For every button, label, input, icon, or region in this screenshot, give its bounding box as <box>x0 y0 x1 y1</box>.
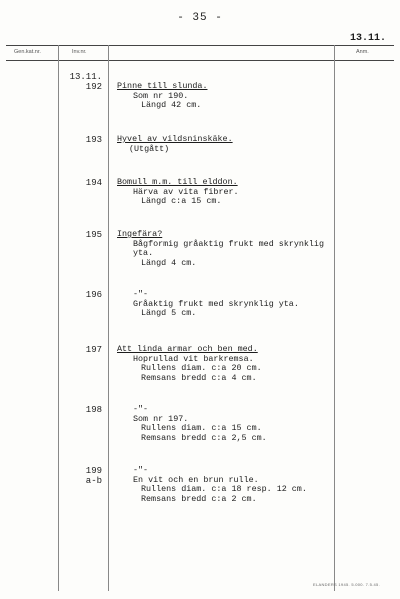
column-divider <box>108 45 109 591</box>
entry-title: Att linda armar och ben med. <box>117 344 258 354</box>
entry-line: Rullens diam. c:a 15 cm. <box>141 423 262 433</box>
entry-line: Bågformig gråaktig frukt med skrynklig <box>133 238 324 249</box>
inventory-number: 195 <box>85 230 102 240</box>
entry-title: Ingefära? <box>117 229 163 239</box>
entry-line: yta. <box>133 248 154 258</box>
ditto-mark: -"- <box>133 404 149 414</box>
entry-line: Remsans bredd c:a 2 cm. <box>141 493 257 504</box>
entry-title: Bomull m.m. till elddon. <box>117 177 238 187</box>
entry-line: Som nr 197. <box>133 413 189 424</box>
inventory-number: 196 <box>85 290 102 300</box>
entry-description <box>117 178 337 207</box>
document-reference: 13.11. <box>349 33 386 44</box>
inventory-number: 199 a-b <box>85 466 102 486</box>
entry-line: Rullens diam. c:a 18 resp. 12 cm. <box>141 484 307 494</box>
entry-line: Hoprullad vit barkremsa. <box>133 353 254 364</box>
ditto-mark: -"- <box>133 289 149 299</box>
column-header-gen-kat: Gen.kat.nr. <box>14 49 41 55</box>
entry-line: Remsans bredd c:a 4 cm. <box>141 372 257 383</box>
column-divider <box>58 45 59 591</box>
header-top-rule <box>6 45 394 46</box>
header-bottom-rule <box>6 60 394 61</box>
entry-line: Gråaktig frukt med skrynklig yta. <box>133 298 299 309</box>
inventory-number: 198 <box>85 405 102 415</box>
entry-line: Längd 5 cm. <box>141 308 197 318</box>
entry-line: (Utgått) <box>129 143 170 154</box>
entry-title: Hyvel av vildsninskäke. <box>117 134 233 144</box>
printer-imprint: ELANDERS 1945. 5.000. 7.5.45. <box>313 582 380 587</box>
inventory-number: 194 <box>85 178 102 188</box>
entry-line: Rullens diam. c:a 20 cm. <box>141 363 262 373</box>
entry-description <box>117 135 337 154</box>
entry-line: En vit och en brun rulle. <box>133 474 259 485</box>
page-number: - 35 - <box>177 12 223 24</box>
inventory-number: 193 <box>85 135 102 145</box>
entry-description <box>117 290 337 319</box>
entry-description <box>117 82 337 111</box>
ditto-mark: -"- <box>133 465 149 475</box>
entry-description <box>117 345 337 383</box>
entry-line: Längd 4 cm. <box>141 257 197 268</box>
entry-line: Härva av vita fibrer. <box>133 186 239 197</box>
entry-description <box>117 405 337 443</box>
entry-title: Pinne till slunda. <box>117 81 208 91</box>
entry-description <box>117 466 337 504</box>
column-header-inv: Inv.nr. <box>72 49 87 55</box>
entry-line: Längd c:a 15 cm. <box>141 196 222 206</box>
inventory-number: 197 <box>85 345 102 355</box>
entry-line: Längd 42 cm. <box>141 100 202 110</box>
column-header-anm: Anm. <box>356 49 369 55</box>
entry-line: Som nr 190. <box>133 90 189 101</box>
inventory-number: 13.11. 192 <box>69 72 102 92</box>
entry-description <box>117 230 337 268</box>
entry-line: Remsans bredd c:a 2,5 cm. <box>141 432 267 443</box>
